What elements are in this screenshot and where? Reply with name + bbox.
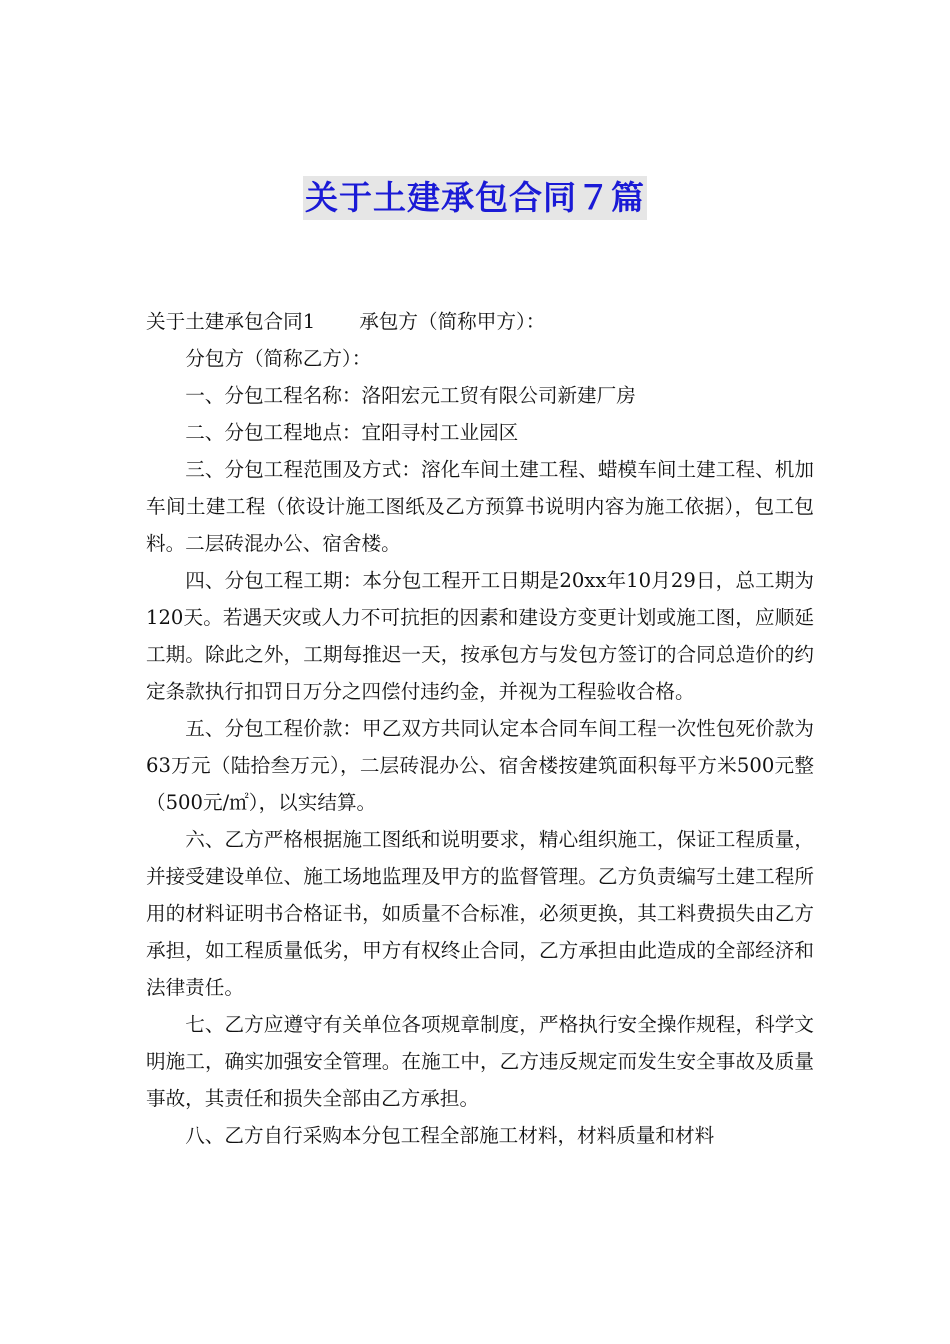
- paragraph: 一、分包工程名称：洛阳宏元工贸有限公司新建厂房: [185, 384, 636, 407]
- title-container: [0, 176, 950, 220]
- document-title: 关于土建承包合同７篇: [303, 176, 647, 220]
- paragraph: 三、分包工程范围及方式：溶化车间土建工程、蜡模车间土建工程、机加车间土建工程（依设计施工图纸及乙方预算书说明内容为施工依据），包工包料。二层砖混办公、宿舍楼。: [146, 458, 814, 555]
- paragraph: 七、乙方应遵守有关单位各项规章制度，严格执行安全操作规程，科学文明施工，确实加强安全管理。在施工中，乙方违反规定而发生安全事故及质量事故，其责任和损失全部由乙方承担。: [146, 1013, 814, 1110]
- paragraph: 八、乙方自行采购本分包工程全部施工材料，材料质量和材料: [185, 1124, 715, 1147]
- paragraph: 四、分包工程工期：本分包工程开工日期是20xx年10月29日，总工期为120天。若遇天灾或人力不可抗拒的因素和建设方变更计划或施工图，应顺延工期。除此之外，工期每推迟一天，按承包方与发包方签订的合同总造价的约定条款执行扣罚日万分之四偿付违约金，并视为工程验收合格。: [146, 569, 814, 703]
- paragraph: 分包方（简称乙方）：: [185, 347, 372, 370]
- contract-heading-line: [146, 303, 814, 340]
- document-body: [146, 303, 814, 1154]
- paragraph: 二、分包工程地点：宜阳寻村工业园区: [185, 421, 519, 444]
- contract-heading-text: 承包方（简称甲方）：: [359, 310, 546, 333]
- contract-heading-label: 关于土建承包合同1: [146, 310, 316, 333]
- paragraph: 五、分包工程价款：甲乙双方共同认定本合同车间工程一次性包死价款为63万元（陆拾叁万元），二层砖混办公、宿舍楼按建筑面积每平方米500元整（500元/㎡），以实结算。: [146, 717, 814, 814]
- paragraph: 六、乙方严格根据施工图纸和说明要求，精心组织施工，保证工程质量，并接受建设单位、施工场地监理及甲方的监督管理。乙方负责编写土建工程所用的材料证明书合格证书，如质量不合标准，必须更换，其工料费损失由乙方承担，如工程质量低劣，甲方有权终止合同，乙方承担由此造成的全部经济和法律责任。: [146, 828, 814, 999]
